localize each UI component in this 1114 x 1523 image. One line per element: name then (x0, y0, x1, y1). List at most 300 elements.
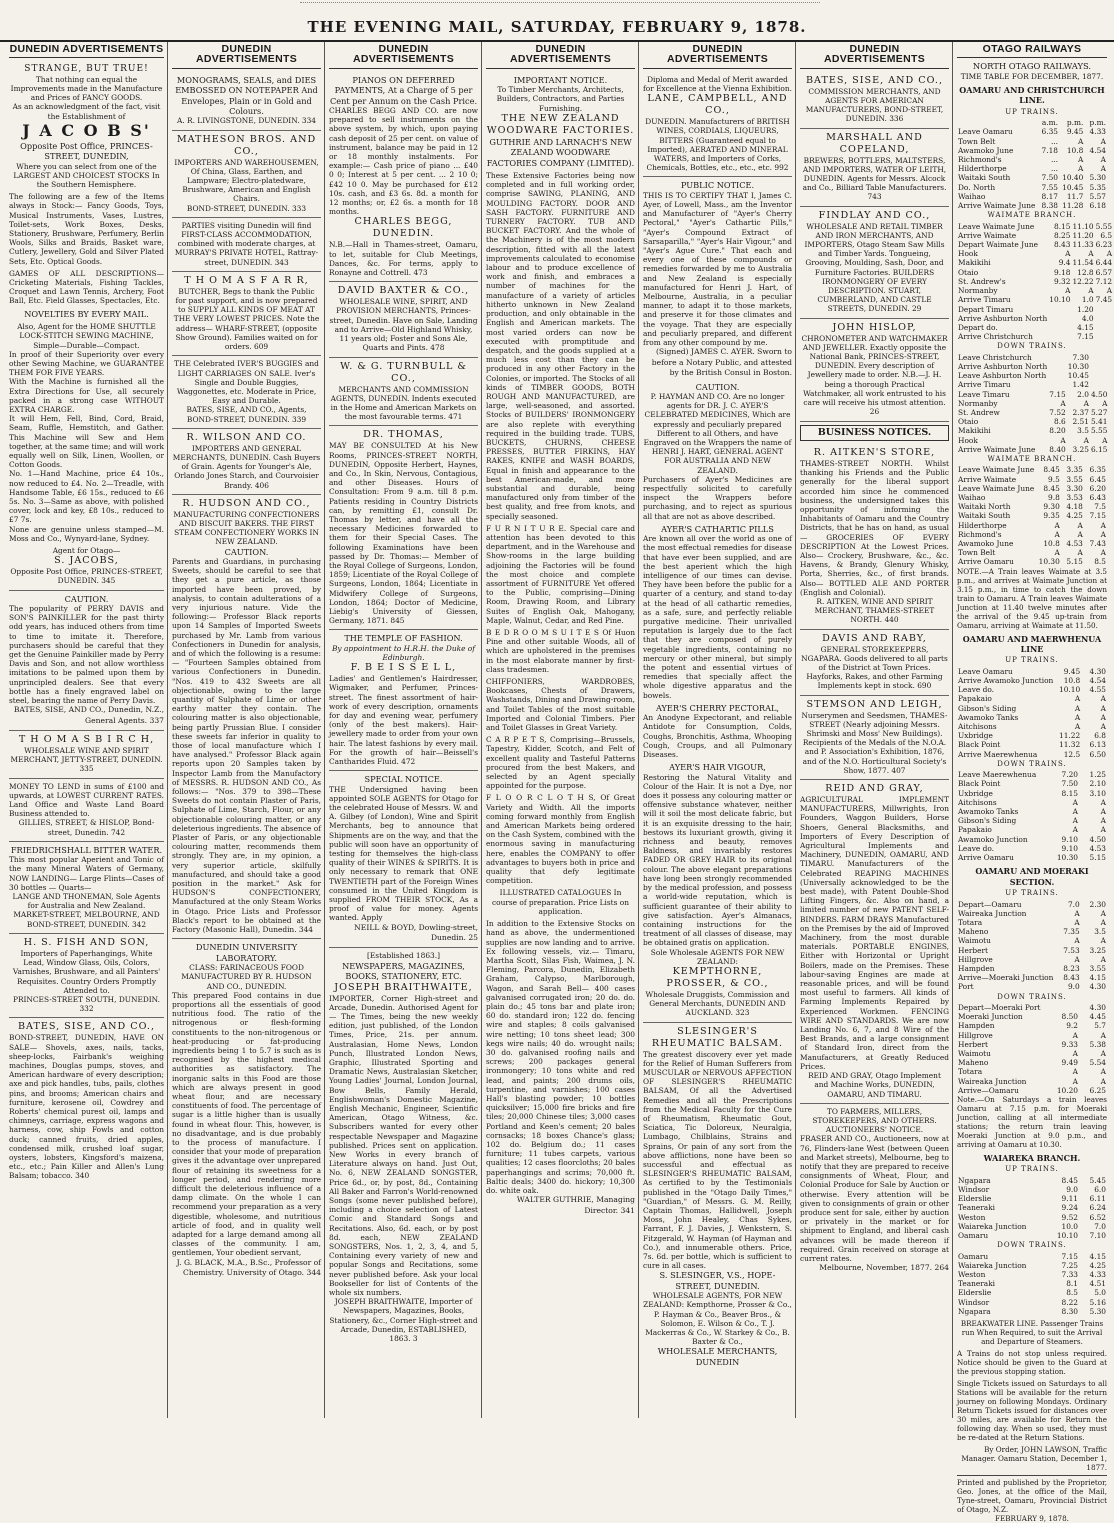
station-name: Arrive Awamoko Junction (958, 676, 1054, 686)
timetable-row (957, 268, 1113, 277)
station-name: Elderslie (958, 1194, 992, 1204)
advert-text: COMMISSION MERCHANTS, AND AGENTS FOR AMERICAN MANUFACTURERS, BOND-STREET, DUNEDIN. 336 (805, 86, 944, 124)
advert-text: Parents and Guardians, in purchasing Sweets, should be careful to see that they get a pure article, as those imported have been proved, by analysis, to contain adulterations of a very injurious nature. Vide the following:— Professor Black reports upon 14 Samples of Imported Sweets purchased by Mr. Lamb from various Confectioners in Dunedin for analysis, and of which the following is a resume:— "Fourteen Samples obtained from various Confectioners in Dunedin. "Nos. 419 to 432 Sweets are all objectionable, owing to the large quantity of Sulphate of Lime or other earthy matter they contain. The colouring matter is also objectionable, being partly Prussian Blue. I consider these sweets far inferior in quality to those of local manufacture which I have analysed." Professor Black again reports upon 20 Samples taken by Inspector Lamb from the Manufactory of MESSRS. R. HUDSON AND CO., As follows:— "Nos. 379 to 398—These Sweets do not contain Plaster of Paris, Sulphate of Lime, Starch, Flour, or any objectionable colouring matter, or any deleterious ingredients. The absence of Plaster of Paris, or any objectionable colouring matter, recommends them strongly. They are, in my opinion, a very superior article, skilfully manufactured, and should take a good position in the market." Ask for HUDSON'S CONFECTIONERY, Manufactured at the only Steam Works in Otago. Price Lists and Professor Black's report to be obtained at the Factory (Masonic Hall), Dunedin. 344 (172, 556, 321, 935)
departure-time: 4.25 (1066, 511, 1083, 521)
timetable-row (957, 445, 1108, 454)
departure-time: A (1083, 398, 1089, 408)
departure-time (1048, 323, 1071, 332)
timetable-row (957, 1040, 1107, 1049)
timetable-rows (957, 353, 1108, 454)
woodware-factories-advert (486, 72, 635, 1220)
timetable (957, 1003, 1107, 1095)
university-laboratory-advert (172, 939, 321, 1282)
departure-time: A (1074, 936, 1080, 946)
departure-time: 7.50 (1041, 173, 1059, 183)
departure-time: 4.53 (1089, 843, 1106, 853)
timetable-row (957, 146, 1107, 155)
station-name: Oamaru (958, 1251, 989, 1261)
departure-time: 7.55 (1041, 182, 1059, 192)
departure-time: 8.20 (1049, 426, 1066, 436)
advert-text: No. 1—Hand Machine, price £4 10s., now reduced to £4. No. 2—Treadle, with Handsome Table, £6 15s., reduced to £6 5s. No. 3—Same as above, with polished cover, lock and key, £8 10s., reduced to £7 7s. (9, 469, 164, 525)
timetable-rows (957, 465, 1107, 566)
departure-time: 10.10 (1049, 295, 1071, 305)
murray-hotel-advert (172, 218, 321, 272)
advert-signature: NEILL & BOYD, Dowling-street, Dunedin. 25 (354, 922, 478, 943)
advert-signature: CHARLES BEGG, DUNEDIN. (354, 216, 453, 240)
departure-time: 9.52 (1061, 1212, 1078, 1222)
timetable-row (957, 1003, 1107, 1012)
departure-time: 3.5 (1077, 426, 1089, 436)
departure-time: 4.15 (1089, 973, 1106, 983)
direction-label: UP TRAINS. (1005, 656, 1059, 665)
departure-time: 7.45 (1095, 295, 1113, 305)
timetable-row (957, 1222, 1107, 1231)
advert-text: These Extensive Factories being now completed and in full working order, comprise SAWING, PLANING, AND MOULDING FACTORY. DOOR AND SASH FACTORY. FURNITURE AND TURNERY FACTORY. TUB AND BUCKET FACTORY. And the whole of the Machinery is of the most modern description, fitted with all the latest improvements calculated to economise labour and to produce excellence of work and finish, and embraces a number of machines for the manufacture of a variety of articles hitherto unknown in New Zealand production, and only obtainable in the English and American markets. The most varied orders can now be executed with promptitude and despatch, and the goods supplied at a much less cost than they can be produced in any other Factory in the Colonies, or imported. The Stocks of all kinds of TIMBER GOODS, BOTH ROUGH AND MANUFACTURED, are large, well-seasoned, and assorted. Stocks of BUILDERS' IRONMONGERY are also replete with everything required in the building trade. TUBS, BUCKETS, CHURNS, CHEESE PRESSES, BUTTER FIRKINS, HAY RAKES, KNIFE and WASH BOARDS, Equal in finish and appearance to the best American-made, and more substantial and durable, being manufactured only from timber of the best quality, and free from knots, and specially seasoned. (486, 171, 635, 521)
station-name: Richmond's (958, 529, 1002, 539)
advert-heading: TO FARMERS, MILLERS, STOREKEEPERS, AND OTHERS. AUCTIONEERS' NOTICE. (812, 1106, 937, 1135)
advert-text: Where you can select from one of the LARGEST AND CHOICEST STOCKS In the Southern Hemisphere. (13, 161, 160, 190)
station-name: Waimotu (958, 1048, 991, 1058)
departure-time: 8.1 (1066, 1279, 1078, 1289)
timetable (957, 900, 1107, 992)
station-name: Ngapara (958, 1306, 991, 1316)
timetable-row (957, 770, 1107, 779)
advert-signature: WALTER GUTHRIE, Managing Director. 341 (516, 1195, 635, 1215)
station-name: Arrive—Moeraki Junction (958, 973, 1054, 983)
timetable (957, 222, 1113, 342)
station-name: Maheno (958, 1058, 989, 1068)
advert-name: REID AND GRAY, (825, 783, 924, 794)
timetable-row (957, 240, 1113, 249)
departure-time: A (1074, 917, 1080, 927)
station-name: St. Andrew's (958, 276, 1006, 286)
departure-time: A (1077, 136, 1084, 146)
timetable-row (957, 1279, 1107, 1288)
departure-time: 11.33 (1072, 240, 1094, 250)
unit-label: p.m. (1089, 118, 1106, 128)
departure-time: A (1074, 954, 1080, 964)
station-name: Leave do. (958, 843, 994, 853)
departure-time: 7.53 (1063, 945, 1080, 955)
station-name: Leave Oamaru (958, 127, 1013, 137)
departure-time: 8.23 (1063, 963, 1080, 973)
departure-time: A (1100, 703, 1106, 713)
departure-time: A (1100, 548, 1106, 558)
timetable-row (957, 484, 1107, 493)
station-name: Waitaki South (958, 511, 1011, 521)
advert-heading: CAUTION. (695, 381, 740, 392)
column-5 (640, 42, 796, 1418)
station-name: Leave do. (958, 685, 994, 695)
departure-time (1090, 380, 1108, 389)
advert-heading: AYER'S CHERRY PECTORAL, (655, 702, 780, 713)
departure-time: 5.55 (1095, 221, 1113, 231)
timetable-row (957, 825, 1107, 834)
station-name: Depart—Oamaru (958, 899, 1022, 909)
departure-time: 10.8 (1066, 145, 1084, 155)
station-name: Town Belt (958, 136, 996, 146)
timetable-row (957, 332, 1113, 341)
advert-text: The following are a few of the Items always in Stock:— Fancy Goods, Toys, Musical Instruments, Vases, Lustres, Toilet-sets, Work Boxes, Desks, Stationery, Brushware, Perfumery, Berlin Wools, Silks and Braids, Basket ware, Cutlery, Jewellery, Gold and Silver Plated Sets, Etc. Optical Goods. (9, 192, 164, 266)
timetable-row (957, 1203, 1107, 1212)
advert-text: FRASER AND CO., Auctioneers, now at 76, Flinders-lane West (between Queen and Market streets), Melbourne, beg to notify that they are prepared to receive consignments of Wheat, Flour, and Colonial Produce for Sale by Auction or otherwise. Every attention will be given to consignments of grain or other produce sent for sale, either by auction or privately in the market or for shipment to England, and liberal cash advances will be made thereon if required. Grain received on storage at current rates. (800, 1134, 949, 1263)
timetable-signature: By Order, JOHN LAWSON, Traffic Manager. Oamaru Station, December 1, 1877. (961, 1445, 1107, 1473)
line-heading: WAIAREKA BRANCH. (983, 1152, 1081, 1163)
departure-time: 11.7 (1066, 191, 1084, 201)
timetable-row (957, 475, 1107, 484)
departure-time: 11.28 (1062, 201, 1084, 211)
advert-text: CHARLES BEGG AND CO. are now prepared to sell instruments on the above system, by which, upon paying cash deposit of 25 per cent. on value of instrument, balance may be paid in 12 or 18 monthly instalments. For example:— Cash price of piano ... £40 0 0; Interest at 5 per cent. ... 2 10 0; £42 10 0. May be purchased for £12 10s. cash, and £3 6s. 8d. a month for 12 months; or, £2 6s. a month for 18 months. (329, 106, 478, 217)
departure-time: 4.45 (1089, 1012, 1106, 1022)
departure-time: 6.35 (1041, 127, 1059, 137)
station-name: Otaio (958, 267, 979, 277)
timetable-row (957, 353, 1108, 362)
station-name: Leave Waimate June (958, 221, 1035, 231)
station-name: Herbert (958, 945, 988, 955)
departure-time (1048, 305, 1071, 314)
direction-label: DOWN TRAINS. (997, 992, 1067, 1001)
station-name: Gibson's Siding (958, 703, 1017, 713)
departure-time: 7.5 (1094, 502, 1106, 512)
timetable-row (957, 722, 1107, 731)
advert-text: ILLUSTRATED CATALOGUES In course of preparation. Price Lists on application. (491, 888, 629, 916)
column-2 (169, 42, 325, 1418)
column-header: DUNEDIN ADVERTISEMENTS (9, 42, 164, 58)
departure-time: ... (1050, 155, 1059, 165)
departure-time: 4.33 (1089, 127, 1106, 137)
advert-text: [Established 1863.] (367, 951, 440, 961)
departure-time: 12.22 (1072, 276, 1094, 286)
departure-time: 8.40 (1049, 444, 1066, 454)
station-name: Leave Maerewhenua (958, 770, 1037, 780)
timetable-row (957, 183, 1107, 192)
departure-time: ... (1050, 164, 1059, 174)
departure-time: 4.15 (1077, 322, 1094, 332)
departure-time: 2.51 (1072, 417, 1089, 427)
departure-time: 5.35 (1089, 182, 1106, 192)
timetable-row (957, 502, 1107, 511)
advert-text: MANUFACTURING CONFECTIONERS AND BISCUIT BAKERS. THE FIRST STEAM CONFECTIONERY WORKS IN NEW ZEALAND. (173, 509, 320, 547)
departure-time: 10.40 (1062, 173, 1084, 183)
timetable-row (957, 1307, 1107, 1316)
station-name: Waitaki North (958, 502, 1011, 512)
departure-time: 9.10 (1061, 843, 1078, 853)
station-name: Arrive Timaru (958, 380, 1011, 390)
departure-time: 6.57 (1095, 267, 1113, 277)
timetable-row (957, 835, 1107, 844)
departure-time: 5.45 (1089, 1175, 1106, 1185)
braithwaite-advert (329, 948, 478, 1347)
timetable-row (957, 305, 1113, 314)
timetable-row (957, 408, 1108, 417)
station-name: Elderslie (958, 1288, 992, 1298)
departure-time: A (1077, 529, 1083, 539)
departure-time: A (1100, 1030, 1106, 1040)
station-name: Hampden (958, 1021, 995, 1031)
station-name: Arrive Ashburton North (958, 361, 1048, 371)
advert-text: THE Undersigned having been appointed SOLE AGENTS for Otago for the celebrated House of Messrs. W. and A. Gilbey (of London), Wine and Spirit Merchants, beg to announce that Shipments are on the way, and that the public will soon have an opportunity of testing for themselves the high-class quality of their WINES & SPIRITS. It is only necessary to remark that ONE TWENTIETH part of the Foreign Wines consumed in the United Kingdom is supplied FROM THEIR STOCK, As a proof of value for money. Agents wanted. Apply (329, 784, 478, 923)
departure-time: A (1054, 529, 1060, 539)
branch-label: WAIMATE BRANCH. (987, 211, 1077, 220)
departure-time: 7.0 (1094, 1221, 1106, 1231)
timetable-row (957, 704, 1107, 713)
advert-signature: (Signed) JAMES C. AYER. Sworn to before a Notary Public, and attested by the British Consul in Boston. (651, 347, 792, 378)
departure-time: 6.35 (1089, 465, 1106, 475)
advert-heading: AYER'S CATHARTIC PILLS (661, 523, 774, 534)
departure-time: A (1074, 694, 1081, 704)
departure-time: 5.54 (1089, 1058, 1106, 1068)
timetable-row (957, 1058, 1107, 1067)
advert-signature: S. SLESINGER, V.S., HOPE-STREET, DUNEDIN. (659, 1270, 776, 1291)
departure-time: 8.6 (1054, 417, 1066, 427)
direction-label: DOWN TRAINS. (997, 759, 1067, 768)
station-name: Totara (958, 1067, 983, 1077)
advert-text: B E D R O O M S U I T E S Of Huon Pine and other suitable Woods, all of which are upholstered in the premises in the most elaborate manner by first-class tradesmen. (486, 628, 635, 674)
station-name: Hilderthorpe (958, 164, 1007, 174)
advert-text: In proof of their Superiority over every other Sewing Machine, we GUARANTEE THEM FOR FIVE YEARS. (9, 349, 164, 378)
departure-time: 12.8 (1077, 267, 1094, 277)
departure-time: 5.57 (1089, 191, 1106, 201)
departure-time: 2.0 (1077, 389, 1089, 399)
reid-gray-advert (800, 780, 949, 1104)
advert-text: Also, Agent for the HOME SHUTTLE LOCK-STITCH SEWING MACHINE, Simple—Durable—Compact. (17, 322, 156, 350)
departure-time: 4.55 (1089, 685, 1106, 695)
departure-time (1090, 371, 1108, 380)
departure-time (1095, 314, 1113, 323)
departure-time: 5.38 (1089, 1039, 1106, 1049)
timetable-row (957, 1049, 1107, 1058)
departure-time: 9.2 (1066, 1021, 1078, 1031)
advert-text: Agent for Otago— (52, 545, 121, 555)
departure-time: A (1100, 529, 1106, 539)
advert-name: FINDLAY AND CO., (818, 209, 931, 221)
timetable-rows (957, 770, 1107, 862)
timetable-row (957, 955, 1107, 964)
station-name: Makikihi (958, 258, 991, 268)
advert-text: CHIFFONIERS, WARDROBES, Bookcases, Chests of Drawers, Washstands, Dining and Drawing-room, and Toilet Tables of the most suitable Imported and Colonial Timbers. Pier and Toilet Glasses in Great Variety. (486, 677, 635, 733)
timetable-row (957, 201, 1107, 210)
departure-time: A (1102, 435, 1108, 445)
station-name: Arrive Waimate June (958, 444, 1036, 454)
bitter-water-advert (9, 842, 164, 934)
departure-time: 7.35 (1063, 927, 1080, 937)
advert-text: Wholesale Druggists, Commission and General Merchants, DUNEDIN AND AUCKLAND. 323 (645, 989, 790, 1018)
departure-time: 8.43 (1063, 973, 1080, 983)
departure-time: 4.18 (1066, 502, 1083, 512)
timetable-row (957, 779, 1107, 788)
timetable-row (957, 137, 1107, 146)
timetable-rows (957, 1176, 1107, 1240)
timetable-note: Note.—On Saturdays a train leaves Oamaru at 7.15 p.m. for Moeraki Junction, calling at all intermediate stations; the return train leaving Moeraki Junction at 9.0 p.m., and arriving at Oamaru at 10.30. (957, 1094, 1107, 1149)
timetable (957, 353, 1108, 454)
departure-time: 9.33 (1061, 1039, 1078, 1049)
departure-time: 4.54 (1089, 145, 1106, 155)
station-name: Maheno (958, 927, 989, 937)
hislop-advert (800, 319, 949, 422)
timetable (957, 118, 1107, 210)
timetable-row (957, 465, 1107, 474)
departure-time: A (1088, 249, 1094, 259)
advert-text: This prepared Food contains in due proportions all the essentials of good nutritious food. The ratio of the nitrogenous or flesh-forming constituents to the non-nitrogenous or heat-producing or fat-producing ingredients being 1 to 5.7 is such as is recognised by the highest medical authorities as satisfactory. The inorganic salts in this Food are those which are always present in good wheat flour, and are necessary constituents of food. The percentage of sugar is a little higher than is usually found in wheat flour. This, however, is no disadvantage, and is due probably to the process of manufacture. I consider that your mode of preparation gives it the advantage over unprepared flour of retaining its sweetness for a longer period, and rendering more difficult the deleterious influence of a damp climate. On the whole I can recommend your preparation as a very digestible, wholesome, and nutritious article of food, and in quality well adapted for a large demand among all classes of the community. I am, gentlemen, Your obedient servant, (172, 990, 321, 1258)
station-name: Depart do. (958, 322, 998, 332)
advert-name: LANE, CAMPBELL, AND CO., (647, 93, 788, 117)
advert-text: IMPORTER, Corner High-street and Arcade, Dunedin. Authorised Agent for— The Times, being the new weekly edition, just published, of the London Times, Price, 21s. per annum. Australasian, Home News, London Punch, Illustrated London News, Graphic, Illustrated Sporting and Dramatic News, Australasian Sketcher, Young Ladies' Journal, London Journal, Bow Bells, Family Herald, Englishwoman's Domestic Magazine, English Mechanic, Engineer, Scientific American, Otago Witness, &c. Subscribers wanted for every other respectable Newspaper and Magazine published. Prices sent on application. New Works in every branch of Literature always on hand. Just Out, No. 6, NEW ZEALAND SONGSTER, Price 6d., or, by post, 8d., Containing All Baker and Farron's World-renowned Songs (some never published before), including a choice selection of Latest Comic and Standard Songs and Recitations. Also, 6d. each, or by post 8d. each, NEW ZEALAND SONGSTERS, Nos. 1, 2, 3, 4, and 5, Containing every variety of new and popular Songs and Recitations, some never published before. Ask your local Bookseller for list of Contents of the whole six numbers. (329, 993, 478, 1297)
advert-heading: PIANOS ON DEFERRED PAYMENTS, At a Charge of 5 per Cent per Annum on the Cash Price. (329, 74, 478, 106)
station-name: Makikihi (958, 426, 991, 436)
departure-time: 9.11 (1061, 1194, 1078, 1204)
timetable-row (957, 399, 1108, 408)
masthead-title: THE EVENING MAIL, SATURDAY, FEBRUARY 9, 1878. (307, 18, 807, 36)
departure-time: A (1074, 703, 1081, 713)
advert-text: NOVELTIES BY EVERY MAIL. (24, 308, 149, 319)
departure-time: 5.0 (1094, 1288, 1106, 1298)
timetable-row (957, 249, 1113, 258)
departure-time: A (1072, 825, 1078, 835)
departure-time: 9.8 (1048, 492, 1060, 502)
departure-time: 7.20 (1061, 770, 1078, 780)
timetable-row (957, 258, 1113, 267)
unit-label: p.m. (1066, 118, 1084, 128)
begg-pianos-advert (329, 72, 478, 282)
timetable-row (957, 539, 1107, 548)
column-6 (797, 42, 953, 1418)
advert-text: That nothing can equal the Improvements made in the Manufacture and Prices of FANCY GOODS. (10, 74, 163, 103)
station-name: Depart Waimate June (958, 240, 1038, 250)
departure-time: 8.22 (1061, 1297, 1078, 1307)
departure-time: 9.4 (1058, 258, 1071, 268)
departure-time: A (1072, 797, 1078, 807)
timetable-row (957, 853, 1107, 862)
station-name: Awamoko Junction (958, 834, 1028, 844)
timetable-row (957, 685, 1107, 694)
farr-butcher-advert (172, 272, 321, 356)
departure-time: 9.35 (1043, 511, 1060, 521)
timetable-row (957, 1067, 1107, 1076)
stemson-leigh-advert (800, 696, 949, 780)
timetable-row (957, 1213, 1107, 1222)
departure-time (1048, 353, 1066, 362)
advert-text: P. HAYMAN AND CO. Are no longer agents for DR. J. C. AYER'S CELEBRATED MEDICINES, Which are expressly and peculiarly prepared Different to all Others, and have Engraved on the Wrappers the name of HENRI J. HART, GENERAL AGENT FOR AUSTRALIA AND NEW ZEALAND. (643, 391, 792, 475)
column-header: DUNEDIN ADVERTISEMENTS (329, 42, 478, 69)
baxter-advert (329, 282, 478, 357)
advert-text: MAY BE CONSULTED At his New Rooms, PRINCES-STREET NORTH, DUNEDIN, Opposite Herbert, Haynes, and Co., In Skin, Nervous, Contagious, and other Diseases. Hours of Consultation: From 9 a.m. till 8 p.m. Patients residing in Country Districts can, by remitting £1, consult Dr. Thomas by letter, and have all the necessary Medicines forwarded to them for their Special Cases. The following Examinations have been passed by Dr. Thomas:— Member of the Royal College of Surgeons, London, 1859; Licentiate of the Royal College of Surgeons, London, 1864; Licentiate in Midwifery College of Surgeons, London, 1864; Doctor of Medicine, Liebig's University of Giessen, Germany, 1871. 845 (329, 441, 478, 626)
departure-time: 7.15 (1061, 1251, 1078, 1261)
departure-time: 4.0 (1081, 313, 1094, 323)
advert-text: WHOLESALE AGENTS, FOR NEW ZEALAND: Kempthorne, Prosser & Co., P. Hayman & Co., Beaver Bros., & Solomon, E. Wilson & Co., T. J. Mackerras & Co., W. Starkey & Co., B. Baxter & Co., (643, 1291, 792, 1347)
advert-text: BOND-STREET, DUNEDIN, HAVE ON SALE— Shovels, axes, nails, tacks, sheep-locks, Fairbank's weighing machines, Douglas pumps, stoves, and American hardware of every description; axe and pick handles, tubs, pails, clothes pins, and brooms; American chairs and furniture, kerosene oil, Cowdrey and Roberts' chemical purest oil, lamps and chimneys, carriage, express wagons and harness, cow, ship Fowls and cotton duck; canned fruits, dried apples, condensed milk, crushed loaf sugar, oysters, lobsters, Kingsford's maizena, etc., etc.; Pain Killer and Allen's Lung Balsam; tobacco. 340 (9, 1033, 164, 1181)
station-name: Leave Ashburton North (958, 371, 1047, 381)
advert-heading: NEWSPAPERS, MAGAZINES, BOOKS, STATIONERY, ETC. (342, 960, 465, 982)
station-name: Waiareka Junction (958, 1260, 1027, 1270)
station-name: Windsor (958, 1184, 990, 1194)
iver-buggies-advert (172, 356, 321, 428)
departure-time: 7.10 (1089, 1231, 1106, 1240)
departure-time: 6.50 (1089, 749, 1106, 759)
timetable-row (957, 380, 1108, 389)
advert-text: CHRONOMETER AND WATCHMAKER AND JEWELLER. Exactly opposite the National Bank, PRINCES-STREET, DUNEDIN. Every description of Jewellery made to order. N.B.—J. H. being a thorough Practical Watchmaker, all work entrusted to his care will receive his utmost attention. 26 (801, 333, 948, 417)
imprint-date: FEBRUARY 9, 1878. (995, 1514, 1069, 1523)
departure-time: 3.35 (1066, 465, 1083, 475)
advert-text: Ladies' and Gentlemen's Hairdresser, Wigmaker, and Perfumer, Princes-street. The finest assortment of hair-work of every description, ornaments for day and evening wear, perfumery (only of the best makers). Hair-jewellery made to order from your own hair. The latest fashions by every mail. For the growth of hair—Beissell's Cantharides Fluid. 472 (329, 674, 478, 767)
departure-time: A (1072, 816, 1078, 826)
timetable-row (957, 750, 1107, 759)
station-name: Waitaki South (958, 173, 1011, 183)
timetable-row (957, 1185, 1107, 1194)
advert-name: DAVID BAXTER & CO., (337, 285, 470, 297)
departure-time: A (1074, 712, 1081, 722)
masthead (0, 0, 1114, 42)
station-name: Aitchisons (958, 797, 997, 807)
station-name: Hillgrove (958, 1030, 993, 1040)
departure-time: 4.30 (1089, 666, 1106, 676)
column-4 (483, 42, 639, 1418)
departure-time: 6.5 (1100, 230, 1113, 240)
advert-heading: SPECIAL NOTICE. (364, 774, 443, 785)
timetable-title: TIME TABLE FOR DECEMBER, 1877. (960, 71, 1104, 81)
departure-time: A (1077, 548, 1083, 558)
departure-time: 11.20 (1072, 230, 1094, 240)
departure-time: 4.50 (1089, 834, 1106, 844)
departure-time: A (1100, 954, 1106, 964)
departure-time: 10.30 (1038, 557, 1060, 567)
advert-name: R. HUDSON AND CO., (182, 497, 311, 509)
timetable-row (957, 694, 1107, 703)
departure-time: A (1100, 1048, 1106, 1058)
advert-name: T H O M A S B I R C H, (18, 734, 155, 746)
railways-title: NORTH OTAGO RAILWAYS. (972, 61, 1092, 72)
station-name: Depart Timaru (958, 304, 1014, 314)
departure-time: 8.15 (1054, 221, 1071, 231)
wilson-advert (172, 429, 321, 495)
departure-time: A (1072, 1048, 1078, 1058)
station-name: St. Andrew (958, 407, 1000, 417)
timetable-row (957, 155, 1107, 164)
timetable-row (957, 390, 1108, 399)
timetable-row (957, 557, 1107, 566)
branch-label: WAIMATE BRANCH. (987, 454, 1077, 463)
advert-text: PARTIES visiting Dunedin will find FIRST-CLASS ACCOMMODATION, combined with moderate charges, at MURRAY'S PRIVATE HOTEL, Rattray-street, DUNEDIN. 343 (174, 220, 319, 267)
departure-time: 8.43 (1054, 240, 1071, 250)
departure-time: 7.18 (1041, 145, 1059, 155)
timetable-row (957, 371, 1108, 380)
direction-label: DOWN TRAINS. (997, 1241, 1067, 1250)
advert-name: J A C O B S' (22, 120, 151, 140)
bates-sise-advert (9, 1018, 164, 1184)
departure-time: 8.45 (1043, 483, 1060, 493)
column-1 (6, 42, 168, 1418)
advert-heading: CAUTION. (64, 593, 109, 604)
departure-time: 9.5 (1048, 474, 1060, 484)
advert-heading: AYER'S HAIR VIGOUR, (669, 762, 766, 773)
advert-name: SLESINGER'S RHEUMATIC BALSAM. (651, 1025, 784, 1049)
advert-text: C A R P E T S, Comprising—Brussels, Tapestry, Kidder, Scotch, and Felt of excellent quality and Tasteful Patterns procured from the best Makers, and selected by an Agent specially appointed for the purpose. (486, 735, 635, 791)
station-name: Port (958, 982, 974, 992)
departure-time: 1.42 (1072, 380, 1089, 390)
departure-time: 9.30 (1043, 502, 1060, 512)
timetable-row (957, 807, 1107, 816)
timetable-row (957, 164, 1107, 173)
advert-text: IMPORTERS AND GENERAL MERCHANTS, DUNEDIN. Cash Buyers of Grain. Agents for Younger's Ale, Orlando Jones Starch, and Courvoisier Brandy. 406 (172, 443, 321, 490)
advert-text: As an acknowledgment of the fact, visit the Establishment of (12, 102, 161, 121)
temple-of-fashion-advert (329, 630, 478, 771)
timetable-rows (957, 127, 1107, 210)
departure-time: A (1102, 398, 1108, 408)
departure-time: A (1060, 398, 1066, 408)
departure-time: 8.17 (1041, 191, 1059, 201)
station-name: Waireaka Junction (958, 1076, 1027, 1086)
column-header: DUNEDIN ADVERTISEMENTS (172, 42, 321, 69)
departure-time: 8.25 (1054, 230, 1071, 240)
